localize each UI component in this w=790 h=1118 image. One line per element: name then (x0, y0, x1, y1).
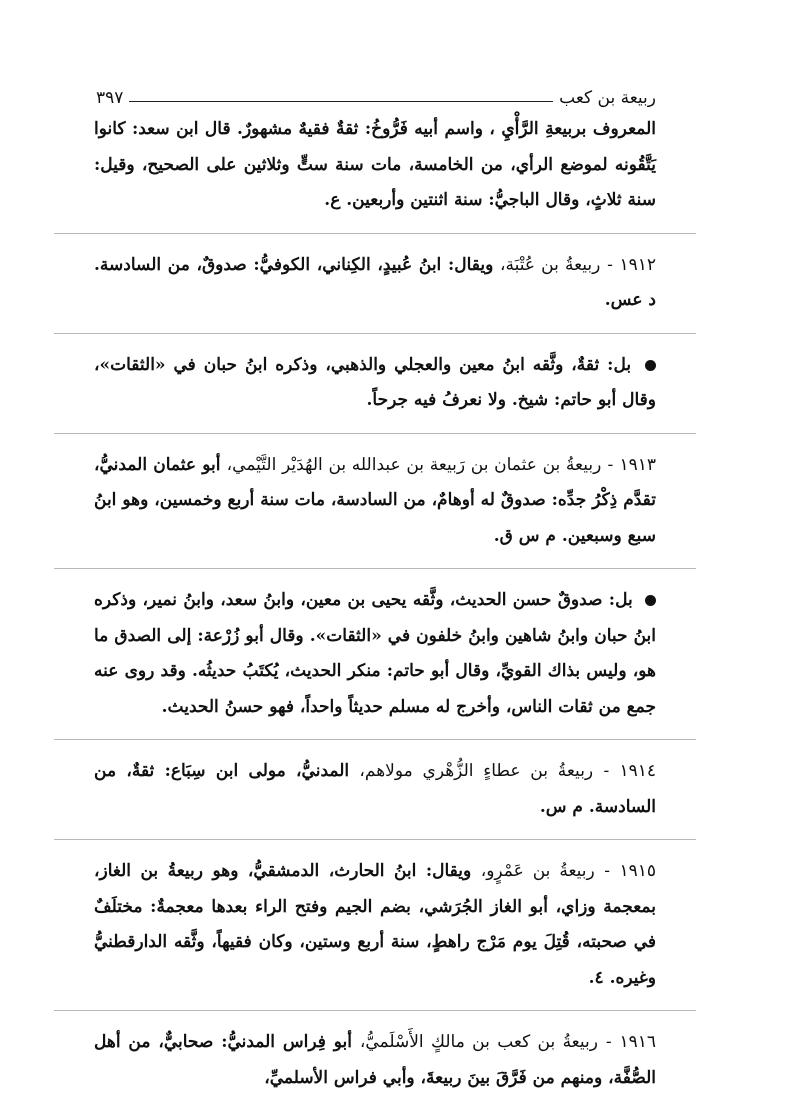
divider (54, 233, 696, 234)
bullet-icon (645, 595, 656, 606)
entry-number: ١٩١٥ (619, 861, 656, 881)
entry-text: أبو عثمان المدنيُّ، تقدَّم ذِكْرُ جدِّه: صدوقٌ له أوهامٌ، من السادسة، مات سنة أربع وخمسين، وهو ابنُ سبع وسبعين. (94, 454, 656, 546)
entry-number: ١٩١٣ (619, 454, 656, 475)
entry-number: ١٩١٢ (619, 254, 657, 275)
entry-1912 (94, 244, 656, 319)
entry-1913-note (94, 579, 656, 725)
entry-name: ربيعةُ بن عُتْبَة، (499, 254, 601, 275)
entry-sigla: م س. (539, 796, 583, 817)
entry-sigla: ٤. (588, 967, 604, 988)
entry-number: ١٩١٤ (619, 761, 657, 781)
entry-name: ربيعةُ بن عطاءٍ الزُّهْري مولاهم، (359, 761, 594, 781)
entry-text: ويقال: ابنُ عُبيدٍ، الكِناني، الكوفيُّ: صدوقٌ، من السادسة. (94, 254, 494, 275)
intro-text: المعروف بربيعةِ الرَّأْيِ ، واسم أبيه فَرُّوخُ: ثقةٌ فقيهٌ مشهورٌ. قال ابن سعد: كانوا يَتَّقُونه لموضع الرأي، من الخامسة، مات سنة ستٍّ وثلاثين على الصحيح، وقيل: سنة ثلاثٍ، وقال الباجيُّ: سنة اثنتين وأربعين. ع. (94, 119, 656, 210)
note-text: بل: ثقةٌ، وثَّقه ابنُ معين والعجلي والذهبي، وذكره ابنُ حبان في «الثقات»، وقال أبو حاتم: شيخ. ولا نعرفُ فيه جرحاً. (94, 354, 656, 410)
entry-1916 (94, 1021, 656, 1096)
divider (54, 1010, 696, 1011)
divider (54, 433, 696, 434)
note-text: بل: صدوقٌ حسن الحديث، وثَّقه يحيى بن معين، وابنُ سعد، وابنُ نمير، وذكره ابنُ حبان وابنُ شاهين وابنُ خلفون في «الثقات». وقال أبو زُرْعة: إلى الصدق ما هو، وليس بذاك القويِّ، وقال أبو حاتم: منكر الحديث، يُكتَبُ حديثُه. وقد روى عنه جمع من ثقات الناس، وأخرج له مسلم حديثاً واحداً، فهو حسنُ الحديث. (94, 590, 656, 717)
page-number: ٣٩٧ (96, 88, 124, 108)
entry-sigla: د عس. (604, 290, 656, 310)
entry-name: ربيعةُ بن عَمْرٍو، (480, 861, 595, 881)
entry-dash: - (603, 761, 610, 781)
page-body (94, 112, 656, 1096)
entry-dash: - (604, 861, 610, 881)
entry-name: ربيعةُ بن عثمان بن رَبيعة بن عبدالله بن الهُدَيْر التَّيْمي، (226, 454, 602, 475)
entry-dash: - (605, 1032, 612, 1052)
running-header (96, 78, 656, 108)
entry-1912-note (94, 344, 656, 419)
entry-1914 (94, 750, 656, 825)
divider (54, 739, 696, 740)
running-title: ربيعة بن كعب (559, 88, 656, 108)
bullet-icon (645, 360, 656, 371)
divider (54, 568, 696, 569)
entry-text: ويقال: ابنُ الحارث، الدمشقيُّ، وهو ربيعةُ بن الغاز، بمعجمة وزاي، أبو الغاز الجُرَشي، بضم الجيم وفتح الراء بعدها معجمةٌ: مختلَفٌ في صحبته، قُتِلَ يوم مَرْج راهطٍ، سنة أربع وستين، وكان فقيهاً، وثَّقه الدارقطنيُّ وغيره. (94, 861, 656, 988)
entry-1913 (94, 444, 656, 555)
entry-sigla: م س ق. (493, 525, 556, 546)
divider (54, 839, 696, 840)
entry-text: أبو فِراس المدنيُّ: صحابيٌّ، من أهل الصُّفَّة، ومنهم من فَرَّقَ بينَ ربيعةَ، وأبي فراس الأسلميِّ، (94, 1032, 656, 1088)
intro-paragraph (94, 112, 656, 219)
divider (54, 333, 696, 334)
entry-1915 (94, 850, 656, 996)
entry-text: المدنيُّ، مولى ابن سِبَاع: ثقةٌ، من السادسة. (94, 761, 656, 817)
entry-number: ١٩١٦ (619, 1032, 656, 1052)
entry-name: ربيعةُ بن كعب بن مالكٍ الأَسْلَميُّ، (359, 1032, 598, 1052)
entry-dash: - (607, 254, 613, 275)
entry-dash: - (607, 454, 614, 475)
header-rule (129, 101, 553, 102)
